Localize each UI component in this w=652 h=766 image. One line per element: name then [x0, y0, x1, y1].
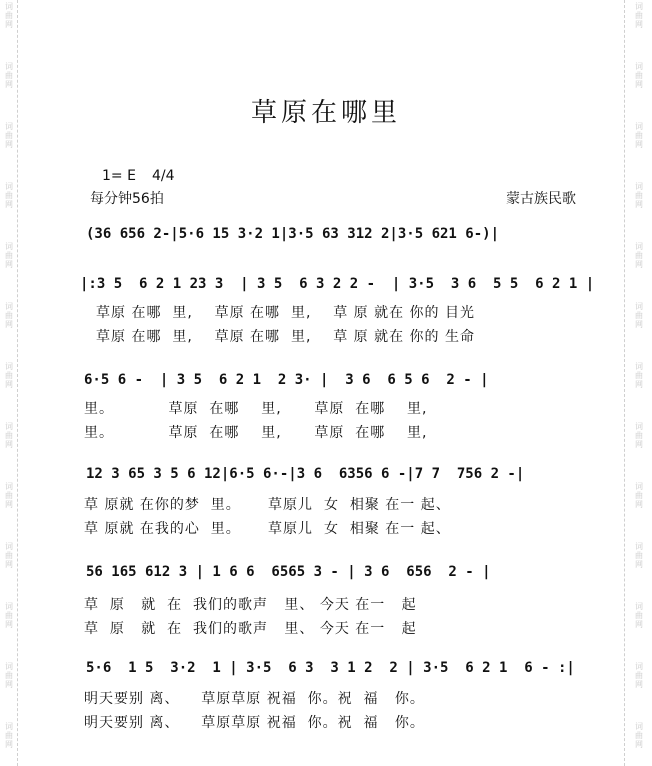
lyrics-verse-2: 明天要别 离、 草原草原 祝福 你。祝 福 你。 [84, 715, 425, 731]
watermark: 词曲网 [5, 662, 13, 689]
melody-line: |:3 5 6 2 1 23 3 | 3 5 6 3 2 2 - | 3·5 3 6 5 5 6 2 1 | [80, 276, 595, 292]
watermark: 词曲网 [5, 2, 13, 29]
time-signature: 4/4 [152, 168, 175, 184]
lyrics-verse-2: 里。 草原 在哪 里, 草原 在哪 里, [84, 425, 428, 441]
watermark: 词曲网 [635, 242, 643, 269]
lyrics-verse-1: 里。 草原 在哪 里, 草原 在哪 里, [84, 401, 428, 417]
watermark: 词曲网 [5, 482, 13, 509]
lyrics-verse-1: 草原 在哪 里, 草原 在哪 里, 草 原 就在 你的 目光 [96, 305, 476, 321]
watermark: 词曲网 [635, 542, 643, 569]
lyrics-verse-2: 草原 在哪 里, 草原 在哪 里, 草 原 就在 你的 生命 [96, 329, 476, 345]
watermark: 词曲网 [635, 602, 643, 629]
watermark: 词曲网 [5, 62, 13, 89]
melody-line: 12 3 65 3 5 6 12|6·5 6·-|3 6 6356 6 -|7 7 756 2 -| [86, 466, 525, 482]
lyrics-verse-1: 明天要别 离、 草原草原 祝福 你。祝 福 你。 [84, 691, 425, 707]
lyrics-verse-1: 草 原 就 在 我们的歌声 里、 今天 在一 起 [84, 597, 417, 613]
watermark: 词曲网 [5, 122, 13, 149]
watermark: 词曲网 [5, 542, 13, 569]
melody-line: 5·6 1 5 3·2 1 | 3·5 6 3 3 1 2 2 | 3·5 6 2 1 6 - :| [86, 660, 575, 676]
composer-credit: 蒙古族民歌 [506, 191, 576, 207]
watermark: 词曲网 [5, 602, 13, 629]
watermark: 词曲网 [5, 722, 13, 749]
lyrics-verse-2: 草 原就 在我的心 里。 草原儿 女 相聚 在一 起、 [84, 521, 451, 537]
lyrics-verse-2: 草 原 就 在 我们的歌声 里、 今天 在一 起 [84, 621, 417, 637]
watermark: 词曲网 [5, 302, 13, 329]
lyrics-verse-1: 草 原就 在你的梦 里。 草原儿 女 相聚 在一 起、 [84, 497, 451, 513]
watermark: 词曲网 [5, 422, 13, 449]
watermark: 词曲网 [635, 722, 643, 749]
watermark: 词曲网 [635, 62, 643, 89]
watermark: 词曲网 [635, 662, 643, 689]
melody-line: 6·5 6 - | 3 5 6 2 1 2 3· | 3 6 6 5 6 2 - | [84, 372, 489, 388]
watermark: 词曲网 [5, 362, 13, 389]
key-signature: 1= E [102, 168, 136, 184]
watermark: 词曲网 [5, 242, 13, 269]
watermark: 词曲网 [635, 182, 643, 209]
watermark: 词曲网 [5, 182, 13, 209]
melody-line-intro: (36 656 2-|5·6 15 3·2 1|3·5 63 312 2|3·5 621 6-)| [86, 226, 500, 242]
watermark: 词曲网 [635, 482, 643, 509]
tempo-marking: 每分钟56拍 [90, 191, 164, 207]
watermark: 词曲网 [635, 362, 643, 389]
melody-line: 56 165 612 3 | 1 6 6 6565 3 - | 3 6 656 2 - | [86, 564, 491, 580]
watermark: 词曲网 [635, 122, 643, 149]
watermark: 词曲网 [635, 422, 643, 449]
song-title: 草原在哪里 [250, 98, 401, 128]
watermark: 词曲网 [635, 2, 643, 29]
watermark: 词曲网 [635, 302, 643, 329]
